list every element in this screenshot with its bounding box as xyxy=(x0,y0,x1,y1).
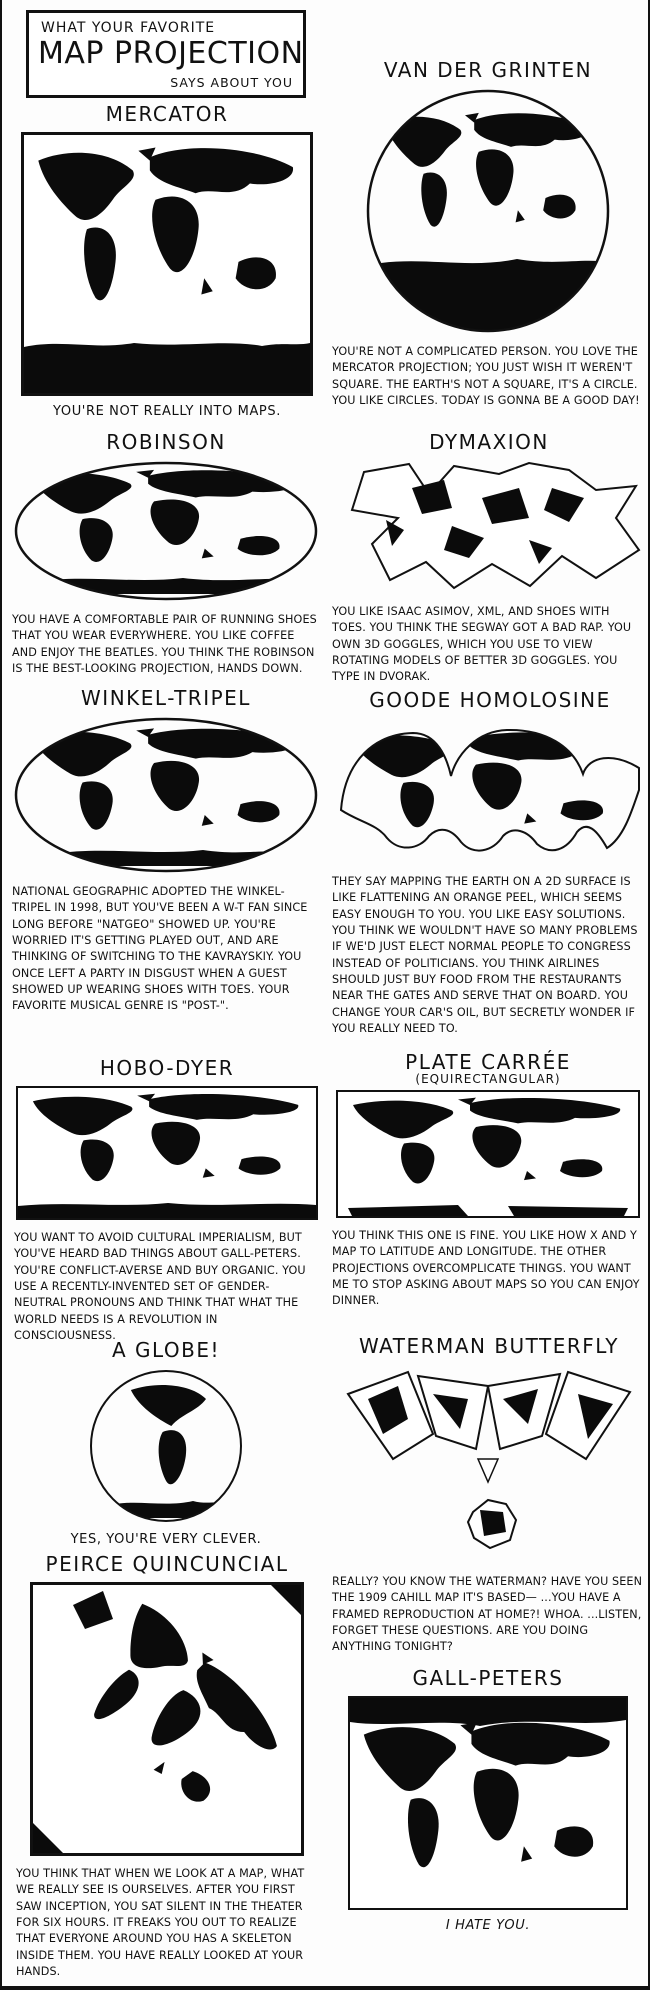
panel-plate-carree xyxy=(332,1050,644,1310)
robinson-caption: YOU HAVE A COMFORTABLE PAIR OF RUNNING SHOES THAT YOU WEAR EVERYWHERE. YOU LIKE COFFEE AND ENJOY THE BEATLES. YOU THINK THE ROBINSON IS THE BEST-LOOKING PROJECTION, HANDS DOWN. xyxy=(12,613,317,676)
panel-mercator xyxy=(16,102,318,419)
goode-homolosine-caption: THEY SAY MAPPING THE EARTH ON A 2D SURFACE IS LIKE FLATTENING AN ORANGE PEEL, WHICH SEEMS EASY ENOUGH TO YOU. YOU LIKE EASY SOLUTIONS. YOU THINK WE WOULDN'T HAVE SO MANY PROBLEMS IF WE'D JUST ELECT NORMAL PEOPLE TO CONGRESS INSTEAD OF POLITICIANS. YOU THINK AIRLINES SHOULD JUST BUY FOOD FROM THE RESTAURANTS NEAR THE GATES AND SERVE THAT ON BOARD. YOU CHANGE YOUR CAR'S OIL, BUT SECRETLY WONDER IF YOU REALLY NEED TO. xyxy=(332,875,638,1036)
dymaxion-map-image xyxy=(334,460,644,594)
globe-title: A GLOBE! xyxy=(111,1338,221,1362)
hobo-dyer-map-image xyxy=(16,1086,318,1220)
comic-title: MAP PROJECTION xyxy=(38,36,304,71)
goode-homolosine-title: GOODE HOMOLOSINE xyxy=(369,688,611,712)
panel-globe xyxy=(16,1338,316,1547)
panel-peirce xyxy=(16,1552,318,1980)
waterman-map-image xyxy=(338,1364,640,1564)
mercator-title: MERCATOR xyxy=(105,102,229,126)
gall-peters-caption: I HATE YOU. xyxy=(445,1918,531,1933)
globe-image xyxy=(88,1368,244,1524)
winkel-tripel-caption: NATIONAL GEOGRAPHIC ADOPTED THE WINKEL-TRIPEL IN 1998, BUT YOU'VE BEEN A W-T FAN SINCE LONG BEFORE "NATGEO" SHOWED UP. YOU'RE WORRIED IT'S GETTING PLAYED OUT, AND ARE THINKING OF SWITCHING TO THE KAVRAYSKIY. YOU ONCE LEFT A PARTY IN DISGUST WHEN A GUEST SHOWED UP WEARING SHOES WITH TOES. YOUR FAVORITE MUSICAL GENRE IS "POST-". xyxy=(12,885,308,1013)
plate-carree-title: PLATE CARRÉE xyxy=(405,1050,571,1074)
mercator-caption: YOU'RE NOT REALLY INTO MAPS. xyxy=(53,404,281,419)
title-box xyxy=(26,10,306,98)
panel-waterman xyxy=(332,1334,646,1656)
gall-peters-title: GALL-PETERS xyxy=(412,1666,564,1690)
hobo-dyer-caption: YOU WANT TO AVOID CULTURAL IMPERIALISM, BUT YOU'VE HEARD BAD THINGS ABOUT GALL-PETERS. YOU'RE CONFLICT-AVERSE AND BUY ORGANIC. YOU USE A RECENTLY-INVENTED SET OF GENDER-NEUTRAL PRONOUNS AND THINK THAT WHAT THE WORLD NEEDS IS A REVOLUTION IN CONSCIOUSNESS. xyxy=(14,1231,306,1343)
peirce-title: PEIRCE QUINCUNCIAL xyxy=(45,1552,289,1576)
panel-robinson xyxy=(12,430,320,677)
panel-hobo-dyer xyxy=(14,1056,320,1344)
plate-carree-map-image xyxy=(336,1090,640,1218)
plate-carree-subtitle: (EQUIRECTANGULAR) xyxy=(415,1072,561,1086)
waterman-caption: REALLY? YOU KNOW THE WATERMAN? HAVE YOU SEEN THE 1909 CAHILL MAP IT'S BASED— ...YOU HAVE A FRAMED REPRODUCTION AT HOME?! WHOA. ...LISTEN, FORGET THESE QUESTIONS. ARE YOU DOING ANYTHING TONIGHT? xyxy=(332,1575,643,1654)
van-der-grinten-title: VAN DER GRINTEN xyxy=(383,58,593,82)
hobo-dyer-title: HOBO-DYER xyxy=(99,1056,235,1080)
dymaxion-title: DYMAXION xyxy=(429,430,549,454)
peirce-caption: YOU THINK THAT WHEN WE LOOK AT A MAP, WHAT WE REALLY SEE IS OURSELVES. AFTER YOU FIRST SAW INCEPTION, YOU SAT SILENT IN THE THEATER FOR SIX HOURS. IT FREAKS YOU OUT TO REALIZE THAT EVERYONE AROUND YOU HAS A SKELETON INSIDE THEM. YOU HAVE REALLY LOOKED AT YOUR HANDS. xyxy=(16,1867,305,1979)
van-der-grinten-caption: YOU'RE NOT A COMPLICATED PERSON. YOU LOVE THE MERCATOR PROJECTION; YOU JUST WISH IT WEREN'T SQUARE. THE EARTH'S NOT A SQUARE, IT'S A CIRCLE. YOU LIKE CIRCLES. TODAY IS GONNA BE A GOOD DAY! xyxy=(332,345,640,408)
panel-dymaxion xyxy=(332,430,646,686)
winkel-tripel-map-image xyxy=(13,716,319,874)
panel-van-der-grinten xyxy=(332,58,644,409)
panel-goode-homolosine xyxy=(332,688,648,1037)
gall-peters-map-image xyxy=(348,1696,628,1910)
robinson-map-image xyxy=(13,460,319,602)
waterman-title: WATERMAN BUTTERFLY xyxy=(359,1334,619,1358)
panel-winkel-tripel xyxy=(12,686,320,1015)
robinson-title: ROBINSON xyxy=(106,430,226,454)
plate-carree-caption: YOU THINK THIS ONE IS FINE. YOU LIKE HOW X AND Y MAP TO LATITUDE AND LONGITUDE. THE OTHER PROJECTIONS OVERCOMPLICATE THINGS. YOU WANT ME TO STOP ASKING ABOUT MAPS SO YOU CAN ENJOY DINNER. xyxy=(332,1229,640,1308)
goode-homolosine-map-image xyxy=(335,718,645,864)
panel-gall-peters xyxy=(338,1666,638,1933)
title-line-3: SAYS ABOUT YOU xyxy=(170,75,293,90)
winkel-tripel-title: WINKEL-TRIPEL xyxy=(81,686,251,710)
van-der-grinten-map-image xyxy=(365,88,611,334)
peirce-map-image xyxy=(30,1582,304,1856)
globe-caption: YES, YOU'RE VERY CLEVER. xyxy=(70,1532,262,1547)
title-line-1: WHAT YOUR FAVORITE xyxy=(41,20,216,36)
mercator-map-image xyxy=(21,132,313,396)
dymaxion-caption: YOU LIKE ISAAC ASIMOV, XML, AND SHOES WITH TOES. YOU THINK THE SEGWAY GOT A BAD RAP. YOU OWN 3D GOGGLES, WHICH YOU USE TO VIEW ROTATING MODELS OF BETTER 3D GOGGLES. YOU TYPE IN DVORAK. xyxy=(332,605,632,684)
